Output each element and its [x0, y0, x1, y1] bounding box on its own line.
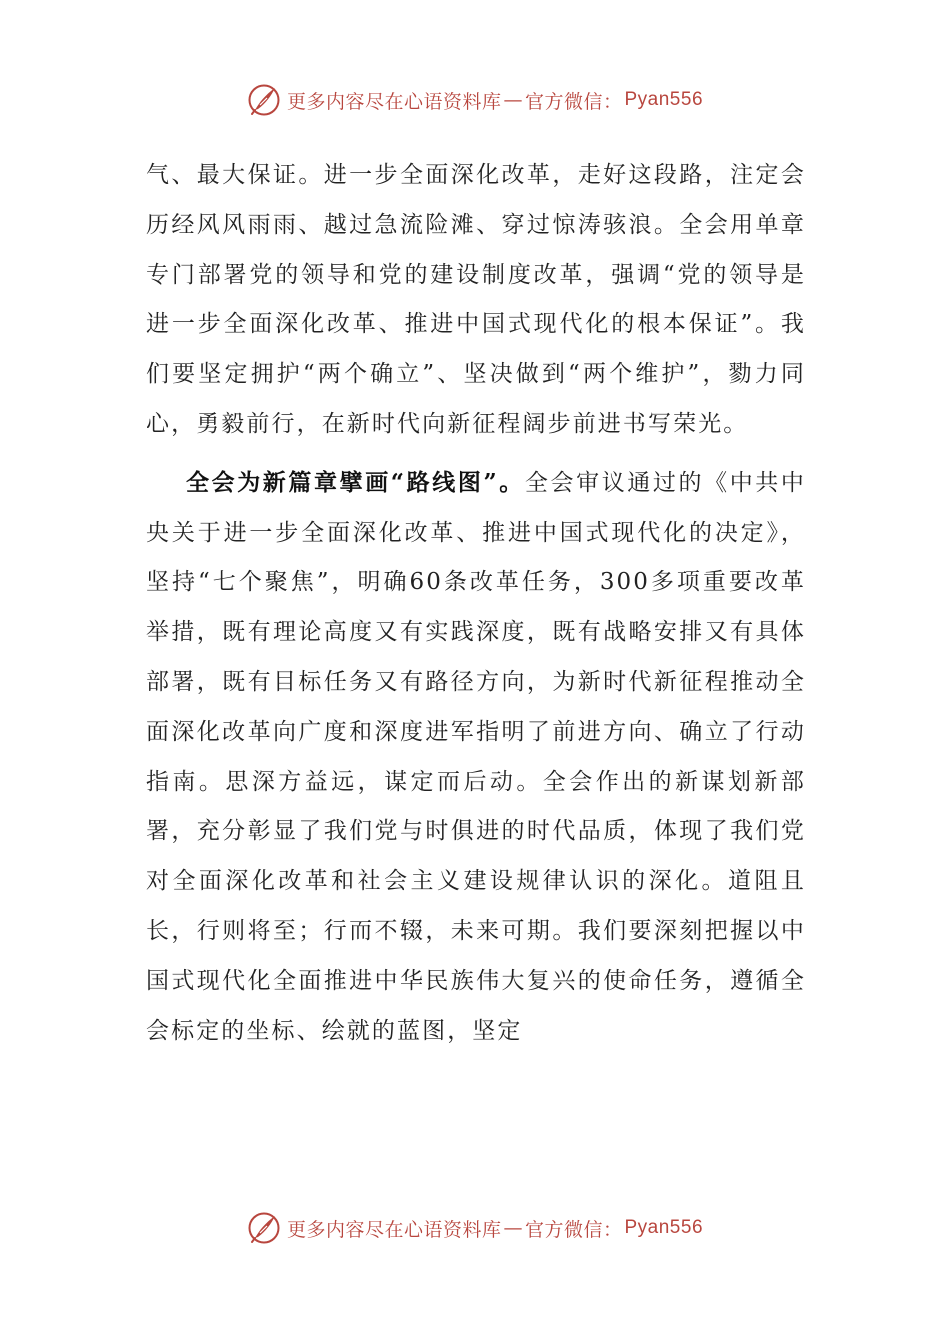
paragraph [146, 458, 806, 1057]
paragraph-text: 全会审议通过的《中共中央关于进一步全面深化改革、推进中国式现代化的决定》，坚持“七个聚焦”，明确60条改革任务，300多项重要改革举措，既有理论高度又有实践深度，既有战略安排又有具体部署，既有目标任务又有路径方向，为新时代新征程推动全面深化改革向广度和深度进军指明了前进方向、确立了行动指南。思深方益远，谋定而后动。全会作出的新谋划新部署，充分彰显了我们党与时俱进的时代品质，体现了我们党对全面深化改革和社会主义建设规律认识的深化。道阻且长，行则将至；行而不辍，未来可期。我们要深刻把握以中国式现代化全面推进中华民族伟大复兴的使命任务，遵循全会标定的坐标、绘就的蓝图，坚定 [146, 469, 807, 1044]
watermark-separator: — [503, 89, 523, 111]
watermark-text: 更多内容尽在心语资料库 [286, 90, 502, 113]
watermark-wechat-id: Pyan556 [624, 89, 704, 110]
watermark-wechat-label: 官方微信： [524, 90, 623, 113]
watermark-separator: — [503, 1217, 523, 1239]
paragraph-text: 气、最大保证。进一步全面深化改革，走好这段路，注定会历经风风雨雨、越过急流险滩、穿过惊涛骇浪。全会用单章专门部署党的领导和党的建设制度改革，强调“党的领导是进一步全面深化改革、推进中国式现代化的根本保证”。我们要坚定拥护“两个确立”、坚决做到“两个维护”，勠力同心，勇毅前行，在新时代向新征程阔步前进书写荣光。 [146, 162, 806, 437]
quill-pen-logo-icon [247, 83, 281, 117]
footer-watermark [0, 1208, 950, 1248]
quill-pen-logo-icon [247, 1211, 281, 1245]
article-body [146, 150, 806, 1056]
header-watermark [0, 80, 950, 120]
paragraph-lead: 全会为新篇章擘画“路线图”。 [186, 468, 525, 496]
watermark-wechat-label: 官方微信： [524, 1218, 623, 1241]
paragraph [146, 150, 806, 450]
watermark-wechat-id: Pyan556 [624, 1217, 704, 1238]
watermark-text: 更多内容尽在心语资料库 [286, 1218, 502, 1241]
